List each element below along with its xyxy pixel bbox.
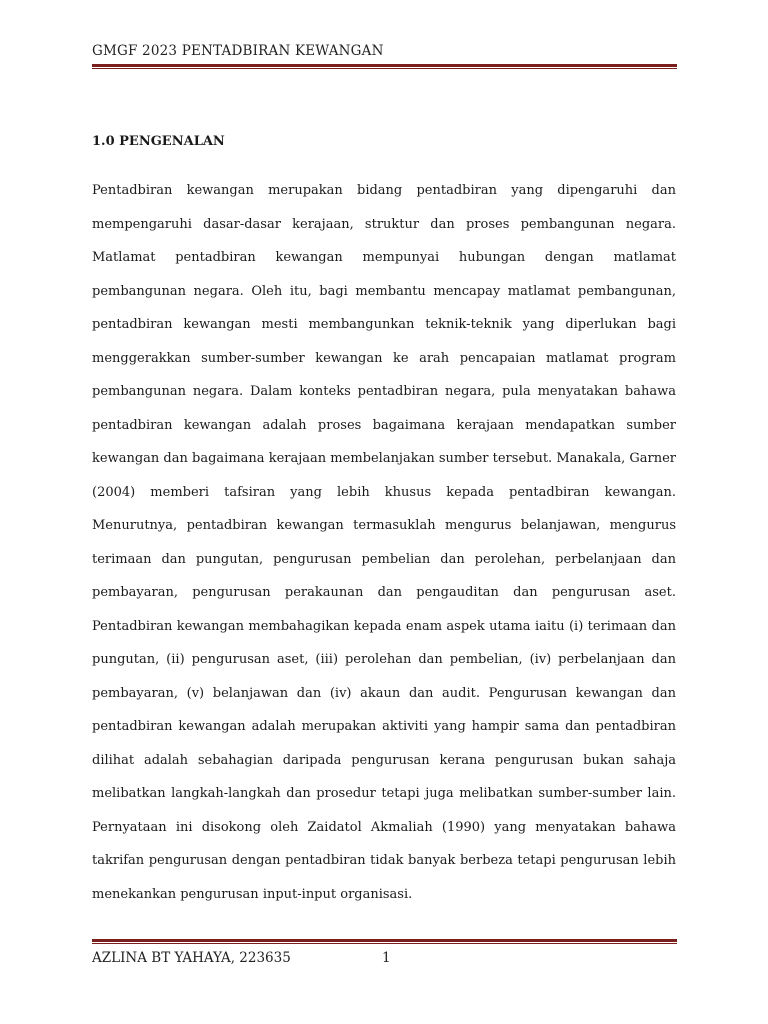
section-heading: 1.0 PENGENALAN [92,134,225,149]
document-header-title: GMGF 2023 PENTADBIRAN KEWANGAN [92,43,384,59]
footer-divider [92,939,677,944]
footer-author: AZLINA BT YAHAYA, 223635 [92,950,291,966]
header-divider [92,64,677,69]
body-paragraph: Pentadbiran kewangan merupakan bidang pentadbiran yang dipengaruhi dan mempengaruhi dasar-dasar kerajaan, struktur dan proses pembangunan negara. Matlamat pentadbiran kewangan mempunyai hubungan dengan matlamat pembangunan negara. Oleh itu, bagi membantu mencapay matlamat pembangunan, pentadbiran kewangan mesti membangunkan teknik-teknik yang diperlukan bagi menggerakkan sumber-sumber kewangan ke arah pencapaian matlamat program pembangunan negara. Dalam konteks pentadbiran negara, pula menyatakan bahawa pentadbiran kewangan adalah proses bagaimana kerajaan mendapatkan sumber kewangan dan bagaimana kerajaan membelanjakan sumber tersebut. Manakala, Garner (2004) memberi tafsiran yang lebih khusus kepada pentadbiran kewangan. Menurutnya, pentadbiran kewangan termasuklah mengurus belanjawan, mengurus terimaan dan pungutan, pengurusan pembelian dan perolehan, perbelanjaan dan pembayaran, pengurusan perakaunan dan pengauditan dan pengurusan aset. Pentadbiran kewangan membahagikan kepada enam aspek utama iaitu (i) terimaan dan pungutan, (ii) pengurusan aset, (iii) perolehan dan pembelian, (iv) perbelanjaan dan pembayaran, (v) belanjawan dan (iv) akaun dan audit. Pengurusan kewangan dan pentadbiran kewangan adalah merupakan aktiviti yang hampir sama dan pentadbiran dilihat adalah sebahagian daripada pengurusan kerana pengurusan bukan sahaja melibatkan langkah-langkah dan prosedur tetapi juga melibatkan sumber-sumber lain. Pernyataan ini disokong oleh Zaidatol Akmaliah (1990) yang menyatakan bahawa takrifan pengurusan dengan pentadbiran tidak banyak berbeza tetapi pengurusan lebih menekankan pengurusan input-input organisasi. [92,183,676,902]
page-number: 1 [382,950,391,966]
